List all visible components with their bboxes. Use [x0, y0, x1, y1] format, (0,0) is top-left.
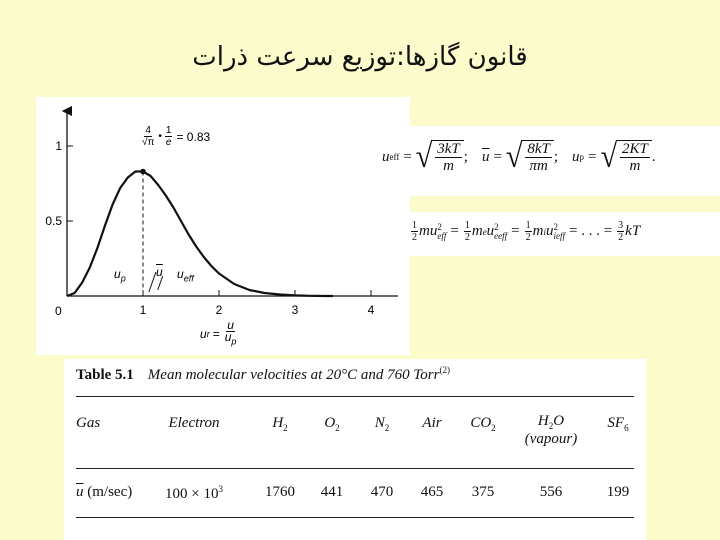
- energy-equation: [410, 212, 720, 256]
- table-cell: 375: [471, 484, 495, 500]
- table-rule-bottom: [76, 517, 634, 518]
- slide-title: قانون گازها:توزیع سرعت ذرات: [192, 42, 528, 72]
- table-header-cell: $H_2$: [272, 415, 288, 433]
- x-tick-label: 3: [291, 303, 299, 317]
- table-header-cell: $N_2$: [374, 415, 390, 433]
- table-header-cell: $CO_2$: [470, 415, 496, 433]
- table-cell: 1760: [265, 484, 295, 500]
- eq-ubar: $\overline{u}$ = √ $\frac{8kT}{\pi m}$ ;: [481, 138, 559, 175]
- table-header-cell: $SF_6$: [607, 415, 629, 433]
- distribution-curve: [67, 172, 333, 297]
- x-axis-label: u r = $\frac{u}{u_p}$: [200, 318, 237, 347]
- x-tick-label: 2: [215, 303, 223, 317]
- table-header-cell: $O_2$: [324, 415, 340, 433]
- table-cell: 441: [320, 484, 344, 500]
- x-tick-label: 1: [139, 303, 147, 317]
- table-rule-mid: [76, 468, 634, 469]
- y-tick-label: 1: [55, 139, 62, 153]
- table-caption: Table 5.1 Mean molecular velocities at 20°C and 760 Torr$^{(2)}$: [76, 365, 450, 383]
- velocity-equations: [372, 126, 720, 196]
- peak-annotation: $\frac{4}{√\pi}$ • $\frac{1}{e}$ = 0.83: [142, 125, 211, 148]
- table-row-label: $\overline{u}$ (m/sec): [76, 484, 133, 500]
- table-cell: 465: [420, 484, 444, 500]
- velocity-table: [64, 359, 646, 540]
- table-cell: 556: [539, 484, 563, 500]
- peak-frac-1: $\frac{4}{√\pi}$: [142, 125, 155, 148]
- peak-frac-2: $\frac{1}{e}$: [165, 125, 172, 148]
- table-header-cell: $H_2O$ (vapour): [524, 413, 578, 447]
- distribution-chart-svg: [36, 97, 410, 355]
- table-header-cell: Air: [422, 415, 442, 431]
- plot-ticks: [45, 139, 374, 317]
- origin-label: 0: [55, 304, 62, 318]
- table-cell: 470: [370, 484, 394, 500]
- label-ubar: u: [156, 265, 163, 279]
- label-ueff: $u_{eff}$: [177, 267, 194, 284]
- table-cell: $100 \times 10^3$: [165, 484, 223, 502]
- ubar-pointer: [149, 272, 156, 292]
- distribution-plot: [36, 97, 410, 355]
- table-header-cell: Electron: [168, 415, 220, 431]
- table-rule-top: [76, 396, 634, 397]
- table-cell: 199: [606, 484, 630, 500]
- peak-marker: [140, 169, 146, 175]
- eq-up: u p = √ $\frac{2KT}{m}$ .: [572, 138, 656, 175]
- table-header-cell: Gas: [76, 415, 101, 431]
- x-tick-label: 4: [367, 303, 375, 317]
- y-tick-label: 0.5: [45, 214, 62, 228]
- energy-equation-line: $\frac{1}{2}$ mu 2 eff = $\frac{1}{2}$ m e u 2 eeff = $\frac{1}{2}$ m i u 2 ieff = . . . = $\frac{3}{2}$ kT: [412, 220, 641, 243]
- eq-ueff: u eff = √ $\frac{3kT}{m}$ ;: [382, 138, 468, 175]
- label-up: $u_p$: [114, 267, 126, 284]
- plot-curve: [67, 169, 333, 296]
- velocity-equations-line: [382, 140, 656, 174]
